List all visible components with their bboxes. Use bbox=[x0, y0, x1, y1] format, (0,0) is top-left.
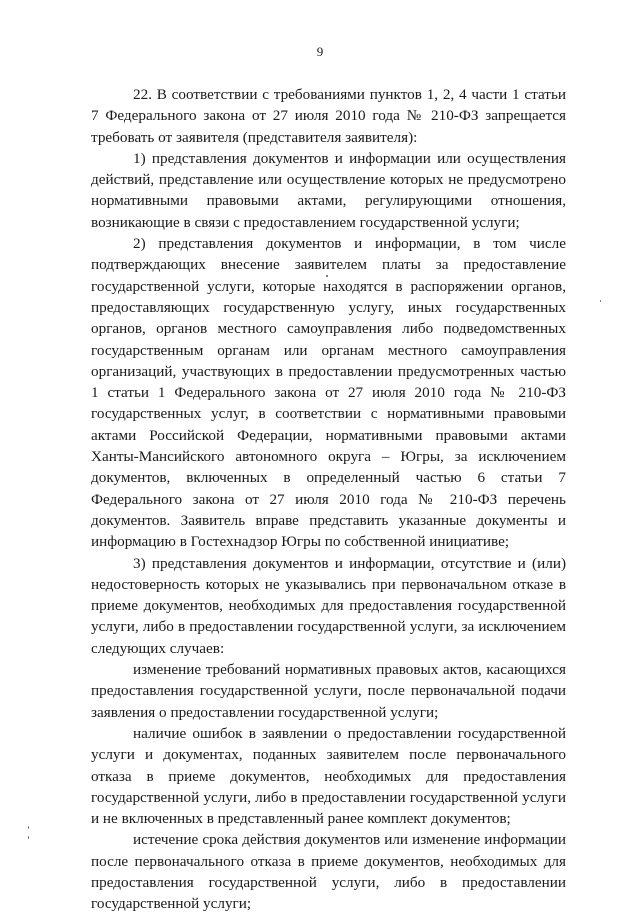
paragraph-case-requirements-change: изменение требований нормативных правовых актов, касающихся предоставления государственной услуги, после первоначальной подачи заявления о предоставлении государственной услуги; bbox=[91, 661, 566, 721]
paragraph-item-1: 1) представления документов и информации или осуществления действий, представление или осуществление которых не предусмотрено нормативными правовыми актами, регулирующими отношения, возникающие в связи с предоставлением государственной услуги; bbox=[91, 149, 566, 231]
paragraph-case-errors: наличие ошибок в заявлении о предоставлении государственной услуги и документах, поданных заявителем после первоначального отказа в приеме документов, необходимых для предоставления государственной услуги, либо в предоставлении государственной услуги и не включенных в представленный ранее комплект документов; bbox=[91, 724, 566, 828]
page-number: 9 bbox=[316, 44, 324, 59]
document-body bbox=[91, 84, 566, 915]
scan-speck bbox=[326, 275, 328, 277]
paragraph-item-3: 3) представления документов и информации, отсутствие и (или) недостоверность которых не указывались при первоначальном отказе в приеме документов, необходимых для предоставления государственной услуги, либо в предоставлении государственной услуги, за исключением следующих случаев: bbox=[91, 554, 566, 657]
scan-speck bbox=[28, 826, 29, 829]
paragraph-22-intro: 22. В соответствии с требованиями пунктов 1, 2, 4 части 1 статьи 7 Федерального закона от 27 июля 2010 года № 210-ФЗ запрещается требовать от заявителя (представителя заявителя): bbox=[91, 86, 566, 146]
paragraph-case-expiry: истечение срока действия документов или изменение информации после первоначального отказа в приеме документов, необходимых для предоставления государственной услуги, либо в предоставлении государственной услуги; bbox=[91, 831, 566, 913]
paragraph-item-2: 2) представления документов и информации, в том числе подтверждающих внесение заявителем платы за предоставление государственной услуги, которые находятся в распоряжении органов, предоставляющих государственную услугу, иных государственных органов, органов местного самоуправления либо подведомственных государственным органам или органам местного самоуправления организаций, участвующих в предоставлении предусмотренных частью 1 статьи 1 Федерального закона от 27 июля 2010 года № 210-ФЗ государственных услуг, в соответствии с нормативными правовыми актами Российской Федерации, нормативными правовыми актами Ханты-Мансийского автономного округа – Югры, за исключением документов, включенных в определенный частью 6 статьи 7 Федерального закона от 27 июля 2010 года № 210-ФЗ перечень документов. Заявитель вправе представить указанные документы и информацию в Гостехнадзор Югры по собственной инициативе; bbox=[91, 235, 566, 551]
scan-speck bbox=[28, 836, 29, 839]
scan-speck bbox=[600, 300, 601, 302]
